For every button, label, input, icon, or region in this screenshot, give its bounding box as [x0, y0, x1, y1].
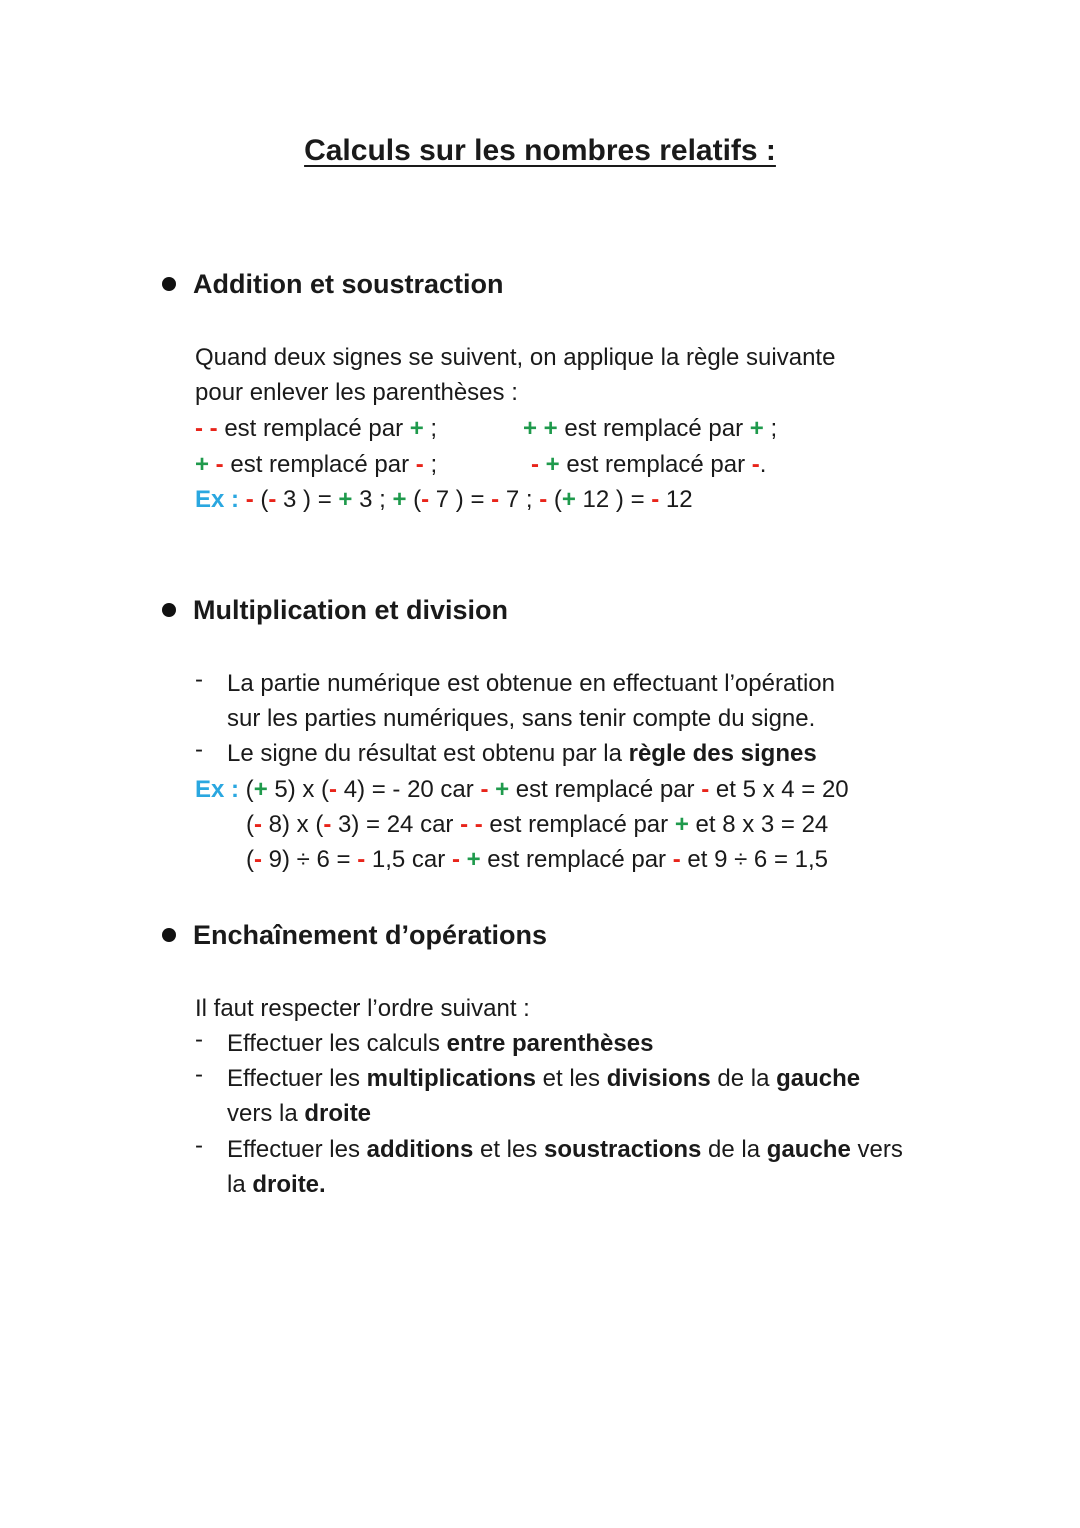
bullet-icon	[162, 277, 176, 291]
addition-example: Ex : - (- 3 ) = + 3 ; + (- 7 ) = - 7 ; - (+ 12 ) = - 12	[195, 486, 693, 513]
rule-minus-minus: - - est remplacé par + ; + + est remplacé par + ;	[195, 415, 778, 442]
list-dash: -	[195, 666, 203, 693]
step-3-line1: Effectuer les additions et les soustractions de la gauche vers	[227, 1136, 903, 1163]
step-2-line1: Effectuer les multiplications et les divisions de la gauche	[227, 1065, 861, 1092]
mult-example-1: Ex : (+ 5) x (- 4) = - 20 car - + est remplacé par - et 5 x 4 = 20	[195, 776, 849, 803]
enchainement-intro: Il faut respecter l’ordre suivant :	[195, 995, 530, 1022]
section-heading-enchainement: Enchaînement d’opérations	[162, 917, 547, 953]
step-2-line2: vers la droite	[227, 1100, 372, 1127]
list-dash: -	[195, 736, 203, 763]
mult-item2: Le signe du résultat est obtenu par la règle des signes	[227, 740, 817, 767]
list-dash: -	[195, 1061, 203, 1088]
rule-plus-minus: + - est remplacé par - ; - + est remplacé par -.	[195, 451, 767, 478]
step-3-line2: la droite.	[227, 1171, 326, 1198]
bullet-icon	[162, 928, 176, 942]
list-dash: -	[195, 1026, 203, 1053]
addition-intro-line2: pour enlever les parenthèses :	[195, 379, 518, 406]
step-1: Effectuer les calculs entre parenthèses	[227, 1030, 654, 1057]
section-heading-multiplication: Multiplication et division	[162, 592, 508, 628]
mult-item1-line2: sur les parties numériques, sans tenir compte du signe.	[227, 705, 816, 732]
page-title: Calculs sur les nombres relatifs :	[304, 134, 776, 167]
bullet-icon	[162, 603, 176, 617]
mult-item1-line1: La partie numérique est obtenue en effectuant l’opération	[227, 670, 835, 697]
mult-example-3: (- 9) ÷ 6 = - 1,5 car - + est remplacé par - et 9 ÷ 6 = 1,5	[246, 846, 828, 873]
addition-intro-line1: Quand deux signes se suivent, on applique la règle suivante	[195, 344, 836, 371]
list-dash: -	[195, 1132, 203, 1159]
section-heading-addition: Addition et soustraction	[162, 266, 504, 302]
mult-example-2: (- 8) x (- 3) = 24 car - - est remplacé par + et 8 x 3 = 24	[246, 811, 829, 838]
